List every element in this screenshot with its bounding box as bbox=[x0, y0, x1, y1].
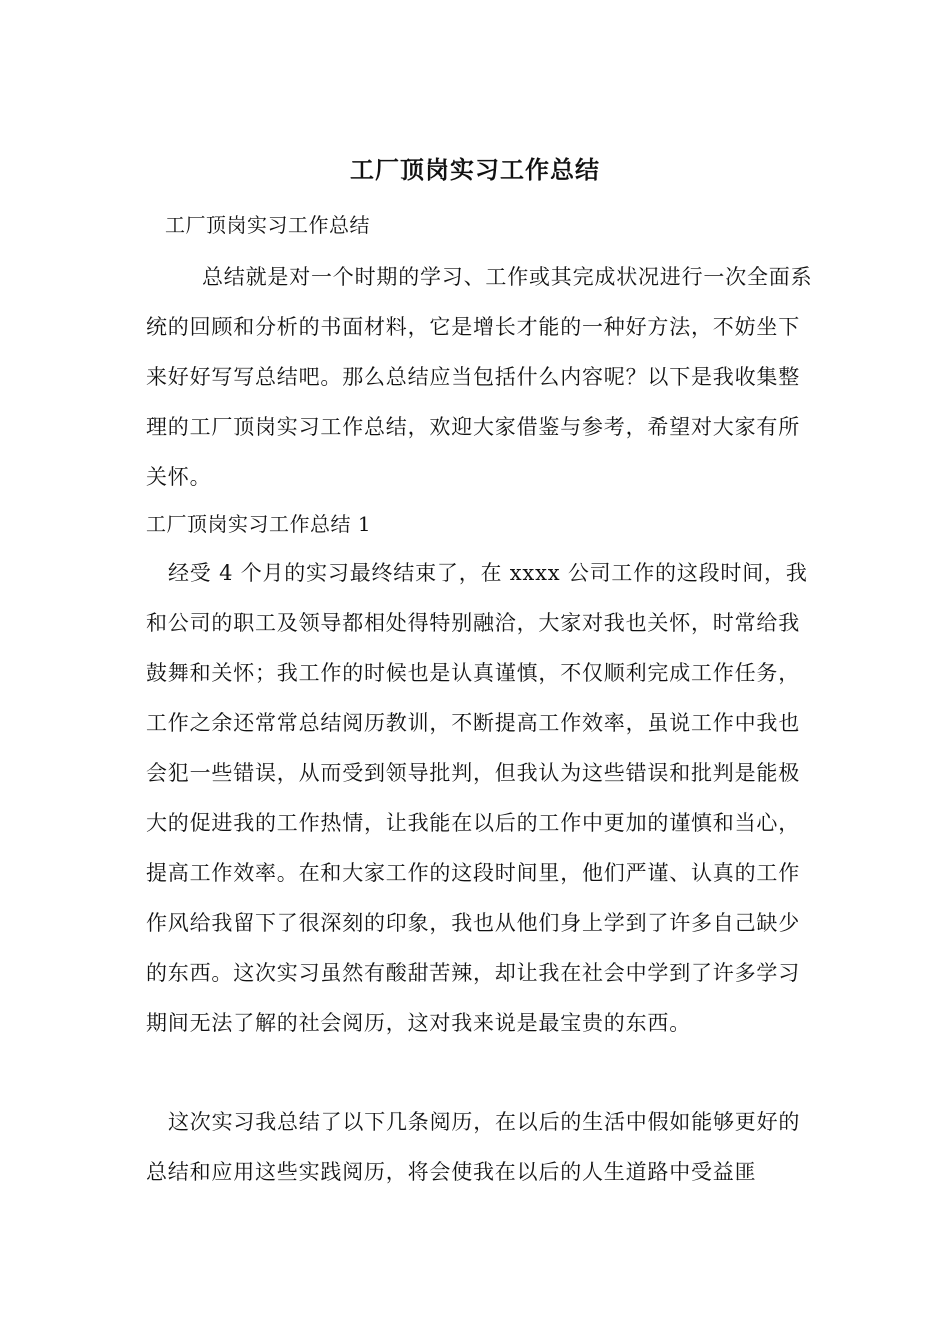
section-heading: 工厂顶岗实习工作总结 1 bbox=[146, 512, 372, 536]
intro-paragraph: 总结就是对一个时期的学习、工作或其完成状况进行一次全面系统的回顾和分析的书面材料，它是增长才能的一种好方法，不妨坐下来好好写写总结吧。那么总结应当包括什么内容呢？以下是我收集整理的工厂顶岗实习工作总结，欢迎大家借鉴与参考，希望对大家有所关怀。 bbox=[146, 265, 813, 489]
document-title: 工厂顶岗实习工作总结 bbox=[350, 155, 600, 184]
body-paragraph-2: 这次实习我总结了以下几条阅历，在以后的生活中假如能够更好的总结和应用这些实践阅历，将会使我在以后的人生道路中受益匪 bbox=[146, 1110, 801, 1184]
body-paragraph-1: 经受 4 个月的实习最终结束了，在 xxxx 公司工作的这段时间，我和公司的职工及领导都相处得特别融洽，大家对我也关怀，时常给我鼓舞和关怀；我工作的时候也是认真谨慎，不仅顺利完成工作任务，工作之余还常常总结阅历教训，不断提高工作效率，虽说工作中我也会犯一些错误，从而受到领导批判，但我认为这些错误和批判是能极大的促进我的工作热情，让我能在以后的工作中更加的谨慎和当心，提高工作效率。在和大家工作的这段时间里，他们严谨、认真的工作作风给我留下了很深刻的印象，我也从他们身上学到了许多自己缺少的东西。这次实习虽然有酸甜苦辣，却让我在社会中学到了许多学习期间无法了解的社会阅历，这对我来说是最宝贵的东西。 bbox=[146, 561, 808, 1035]
document-subtitle: 工厂顶岗实习工作总结 bbox=[165, 213, 370, 237]
